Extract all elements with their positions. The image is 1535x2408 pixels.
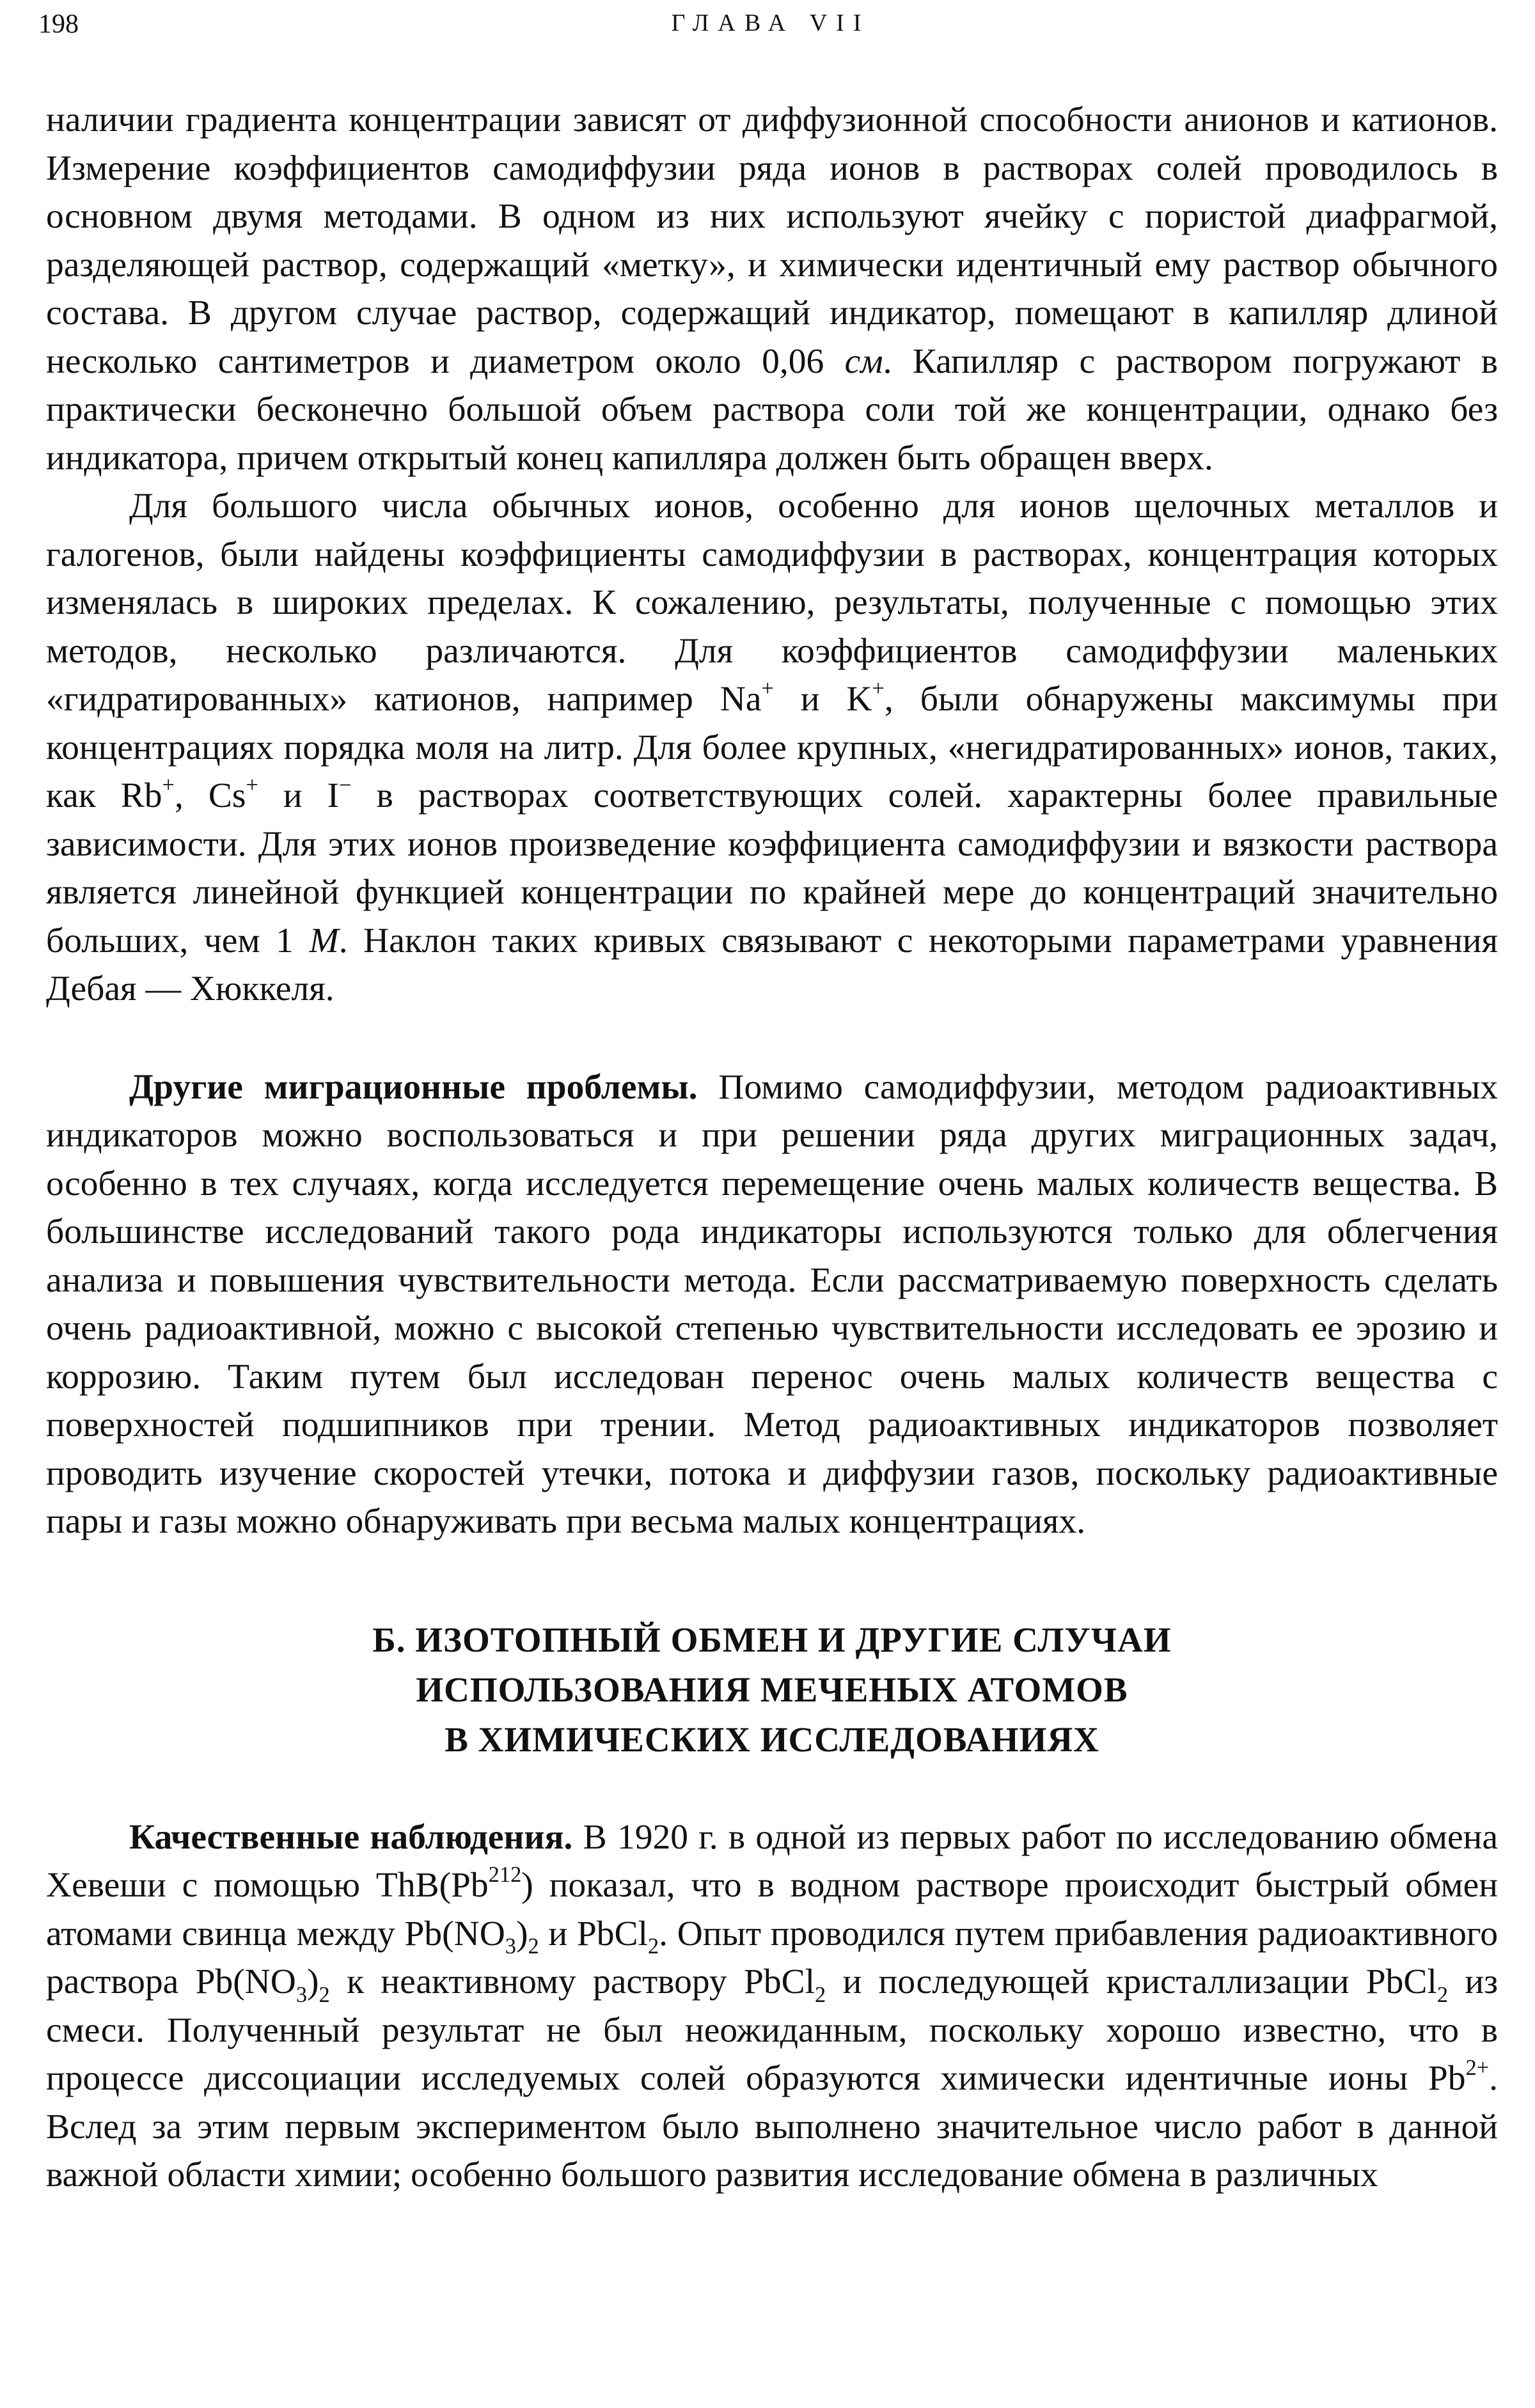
paragraph-text: )	[307, 1962, 319, 2001]
superscript: +	[162, 773, 175, 798]
superscript: 2+	[1465, 2056, 1490, 2081]
subscript: 2	[319, 1982, 330, 2007]
paragraph-migration	[46, 1063, 1498, 1546]
paragraph-text: . Наклон таких кривых связывают с некоторыми параметрами уравнения Дебая — Хюккеля.	[46, 921, 1498, 1008]
paragraph-text: ) показал, что в водном растворе происходит быстрый обмен атомами свинца между Pb(NO	[46, 1866, 1498, 1953]
section-heading-line: В ХИМИЧЕСКИХ ИССЛЕДОВАНИЯХ	[445, 1719, 1099, 1759]
paragraph-text: в растворах соответствующих солей. характерны более правильные зависимости. Для этих ионов произведение коэффициента самодиффузии и вязкости раствора является линейной функцией концентрации по крайней мере до концентраций значительно больших, чем 1	[46, 776, 1498, 960]
subscript: 2	[815, 1982, 826, 2007]
paragraph-text: , были обнаружены максимумы при концентрациях порядка моля на литр. Для более крупных, «негидратированных» ионов, таких, как Rb	[46, 680, 1499, 815]
paragraph-text: Помимо самодиффузии, методом радиоактивных индикаторов можно воспользоваться и при решении ряда других миграционных задач, особенно в тех случаях, когда исследуется перемещение очень малых количеств вещества. В большинстве исследований такого рода индикаторы используются только для облегчения анализа и повышения чувствительности метода. Если рассматриваемую поверхность сделать очень радиоактивной, можно с высокой степенью чувствительности исследовать ее эрозию и коррозию. Таким путем был исследован перенос очень малых количеств вещества с поверхностей подшипников при трении. Метод радиоактивных индикаторов позволяет проводить изучение скоростей утечки, потока и диффузии газов, поскольку радиоактивные пары и газы можно обнаруживать при весьма малых концентрациях.	[46, 1067, 1498, 1541]
paragraph-text: и K	[773, 680, 872, 719]
paragraph-text: , Cs	[174, 776, 246, 815]
unit-molar: М	[309, 921, 339, 960]
paragraph-text: и PbCl	[539, 1914, 648, 1953]
subscript: 2	[1437, 1982, 1449, 2007]
page-number: 198	[38, 10, 79, 39]
paragraph-text: к неактивному раствору PbCl	[329, 1962, 815, 2001]
section-heading-line: Б. ИЗОТОПНЫЙ ОБМЕН И ДРУГИЕ СЛУЧАИ	[372, 1620, 1172, 1659]
section-heading	[46, 1615, 1498, 1765]
paragraph-qualitative	[46, 1813, 1498, 2200]
paragraph-self-diffusion	[46, 482, 1498, 1013]
paragraph-text: )	[516, 1914, 528, 1953]
paragraph-continued	[46, 96, 1498, 482]
paragraph-text: наличии градиента концентрации зависят от диффузионной способности анионов и катионов. Измерение коэффициентов самодиффузии ряда ионов в растворах солей проводилось в основном двумя методами. В одном из них используют ячейку с пористой диафрагмой, разделяющей раствор, содержащий «метку», и химически идентичный ему раствор обычного состава. В другом случае раствор, содержащий индикатор, помещают в капилляр длиной несколько сантиметров и диаметром около 0,06	[46, 100, 1498, 381]
paragraph-text: В 1920 г. в одной из первых работ по исследованию обмена Хевеши с помощью ThB(Pb	[46, 1817, 1498, 1905]
paragraph-text: . Капилляр с раствором погружают в практически бесконечно большой объем раствора соли той же концентрации, однако без индикатора, причем открытый конец капилляра должен быть обращен вверх.	[46, 341, 1499, 478]
subscript: 2	[528, 1934, 539, 1959]
paragraph-text: . Вслед за этим первым экспериментом было выполнено значительное число работ в данной важной области химии; особенно большого развития исследование обмена в различных	[46, 2059, 1498, 2194]
unit-cm: см	[844, 341, 883, 381]
superscript: +	[872, 676, 885, 701]
run-in-heading: Другие миграционные проблемы.	[129, 1067, 698, 1107]
subscript: 3	[505, 1934, 516, 1959]
paragraph-text: и I	[258, 776, 340, 815]
superscript: −	[339, 773, 352, 798]
superscript: +	[246, 773, 258, 798]
chapter-title: ГЛАВА VII	[671, 10, 870, 36]
running-head	[38, 5, 1503, 43]
subscript: 3	[295, 1982, 308, 2007]
paragraph-text: и последующей кристаллизации PbCl	[826, 1962, 1437, 2001]
section-heading-line: ИСПОЛЬЗОВАНИЯ МЕЧЕНЫХ АТОМОВ	[416, 1669, 1128, 1709]
subscript: 2	[647, 1934, 659, 1959]
body-text	[46, 96, 1498, 2200]
superscript: +	[761, 676, 774, 701]
superscript: 212	[488, 1863, 522, 1888]
run-in-heading: Качественные наблюдения.	[129, 1817, 573, 1857]
paragraph-text: . Опыт проводился путем прибавления радиоактивного раствора Pb(NO	[46, 1914, 1498, 2001]
paragraph-text: из смеси. Полученный результат не был неожиданным, поскольку хорошо известно, что в процессе диссоциации исследуемых солей образуются химически идентичные ионы Pb	[46, 1962, 1498, 2098]
paragraph-text: Для большого числа обычных ионов, особенно для ионов щелочных металлов и галогенов, были найдены коэффициенты самодиффузии в растворах, концентрация которых изменялась в широких пределах. К сожалению, результаты, полученные с помощью этих методов, несколько различаются. Для коэффициентов самодиффузии маленьких «гидратированных» катионов, например Na	[46, 487, 1498, 719]
